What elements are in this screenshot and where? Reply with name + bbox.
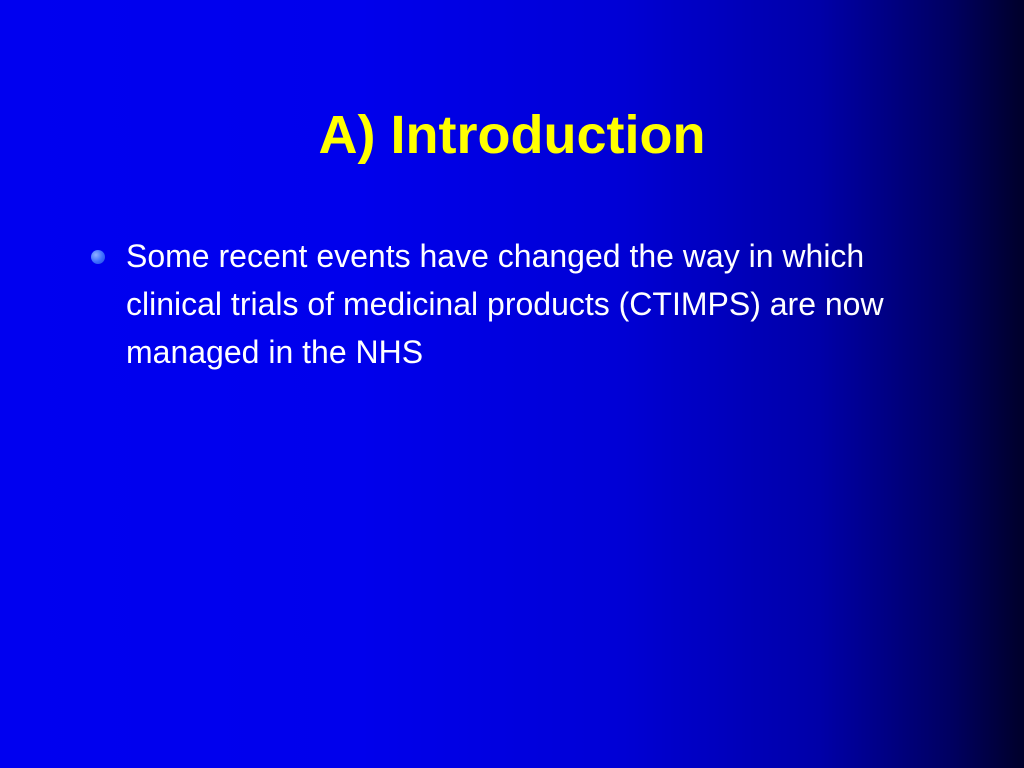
- bullet-dot-icon: [91, 250, 105, 264]
- bullet-item: [0, 232, 956, 376]
- bullet-text: Some recent events have changed the way in which clinical trials of medicinal products (CTIMPS) are now managed in the NHS: [126, 238, 884, 370]
- slide-title: A) Introduction: [318, 105, 706, 165]
- bullet-list: [0, 232, 1024, 376]
